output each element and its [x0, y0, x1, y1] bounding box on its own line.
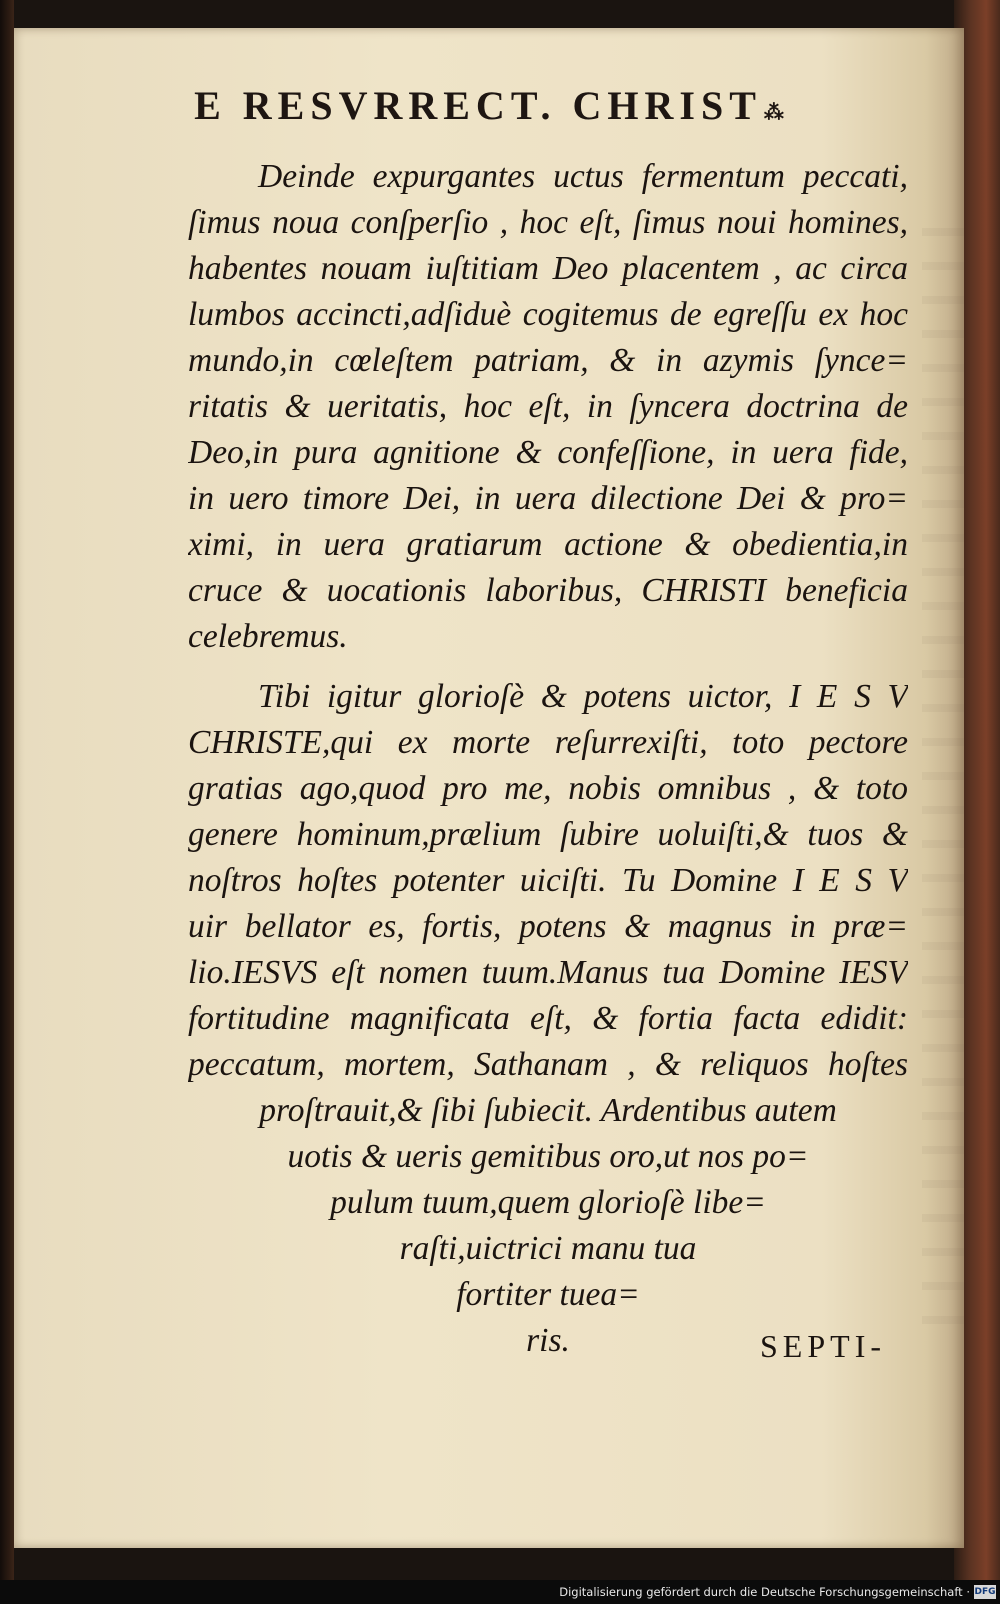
running-head: [14, 82, 964, 129]
text-line: pulum tuum,quem glorioſè libe=: [330, 1184, 766, 1221]
text-line: cruce & uocationis laboribus, CHRISTI beneficia: [188, 572, 908, 609]
text-line: lio.IESVS eſt nomen tuum.Manus tua Domine IESV: [188, 954, 908, 991]
text-line: in uero timore Dei, in uera dilectione Dei & pro=: [188, 480, 908, 517]
text-line: ritatis & ueritatis, hoc eſt, in ſyncera doctrina de: [188, 388, 908, 425]
text-line: genere hominum,prælium ſubire uoluiſti,& tuos &: [188, 816, 908, 853]
text-line: noſtros hoſtes potenter uiciſti. Tu Domine I E S V: [188, 862, 908, 899]
text-line: habentes nouam iuſtitiam Deo placentem , ac circa: [188, 250, 908, 287]
text-line: celebremus.: [188, 618, 348, 655]
text-line: peccatum, mortem, Sathanam , & reliquos hoſtes: [188, 1046, 908, 1083]
text-line: ximi, in uera gratiarum actione & obedientia,in: [188, 526, 908, 563]
text-line: raſti,uictrici manu tua: [399, 1230, 697, 1267]
text-line: lumbos accincti,adſiduè cogitemus de egreſſu ex hoc: [188, 296, 908, 333]
catchword: SEPTI-: [760, 1328, 886, 1364]
paragraph-gap: [188, 660, 908, 674]
text-line: Tibi igitur glorioſè & potens uictor, I E S V: [258, 678, 908, 715]
text-line: ſimus noua conſperſio , hoc eſt, ſimus noui homines,: [188, 204, 908, 241]
text-line: proſtrauit,& ſibi ſubiecit. Ardentibus autem: [259, 1092, 837, 1129]
text-line: gratias ago,quod pro me, nobis omnibus , & toto: [188, 770, 908, 807]
body-text: [188, 154, 908, 1364]
text-line: uotis & ueris gemitibus oro,ut nos po=: [287, 1138, 809, 1175]
running-head-mark: ⁂: [763, 102, 784, 124]
text-line: fortiter tuea=: [456, 1276, 640, 1313]
funding-credit: Digitalisierung gefördert durch die Deutsche Forschungsgemeinschaft ·: [559, 1585, 970, 1599]
text-line: mundo,in cœleſtem patriam, & in azymis ſynce=: [188, 342, 908, 379]
text-line: Deo,in pura agnitione & confeſſione, in uera fide,: [188, 434, 908, 471]
text-line: ris.: [526, 1322, 570, 1359]
running-head-text: E RESVRRECT. CHRIST: [194, 83, 762, 128]
page-edge-left: [0, 0, 14, 1580]
text-line: Deinde expurgantes uctus fermentum peccati,: [258, 158, 908, 195]
text-line: CHRISTE,qui ex morte reſurrexiſti, toto pectore: [188, 724, 908, 761]
text-line: fortitudine magnificata eſt, & fortia facta edidit:: [188, 1000, 908, 1037]
book-page: [14, 28, 964, 1548]
text-line: uir bellator es, fortis, potens & magnus in præ=: [188, 908, 908, 945]
dfg-logo: DFG: [974, 1587, 996, 1597]
show-through-texture: [922, 228, 964, 1328]
